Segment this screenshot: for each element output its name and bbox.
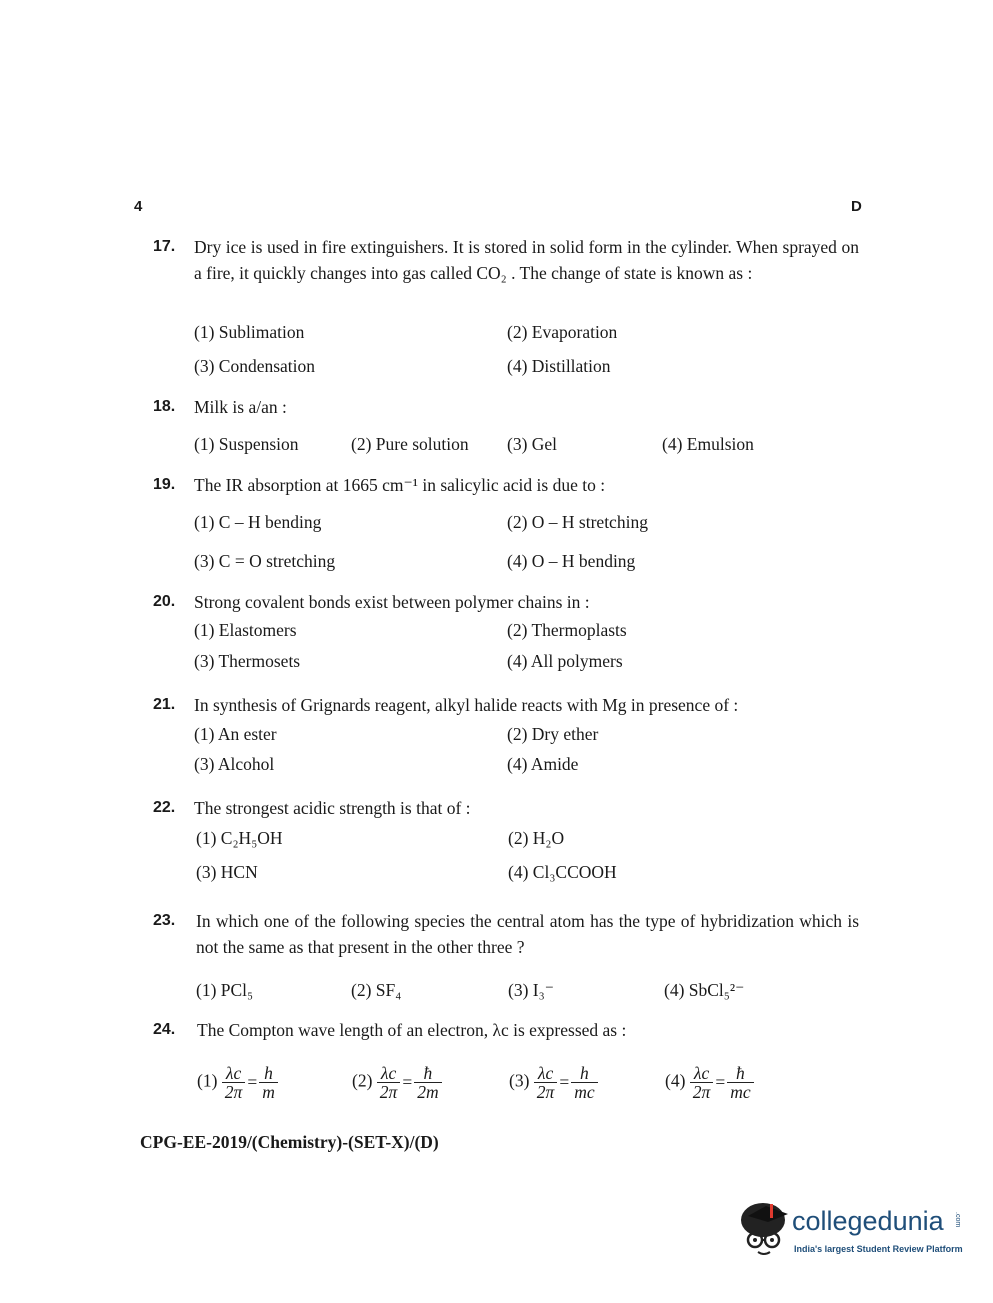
option-3: (3) HCN	[196, 862, 258, 882]
question-number: 19.	[153, 476, 176, 493]
question-number: 24.	[153, 1021, 176, 1038]
fraction-lhs: $\frac{\lambda c}{2\pi}$	[377, 1064, 401, 1101]
page-number: 4	[134, 198, 143, 215]
option-4: (4) $\frac{\lambda c}{2\pi}$ = $\frac{ħ}{mc}$	[665, 1064, 754, 1101]
question-text: In synthesis of Grignards reagent, alkyl halide reacts with Mg in presence of :	[194, 695, 739, 715]
fraction-rhs: $\frac{h}{mc}$	[571, 1064, 597, 1101]
question-text: In which one of the following species the central atom has the type of hybridization which is not the same as that present in the other three ?	[196, 911, 859, 957]
option-4: (4) Emulsion	[662, 434, 754, 454]
option-3: (3) Alcohol	[194, 754, 275, 774]
option-label: (1)	[197, 1070, 218, 1091]
question-number: 23.	[153, 912, 176, 929]
option-4: (4) O – H bending	[507, 551, 636, 571]
option-4: (4) SbCl₅²⁻	[664, 980, 745, 1000]
question-text: The IR absorption at 1665 cm⁻¹ in salicylic acid is due to :	[194, 475, 606, 495]
option-3: (3) Thermosets	[194, 651, 301, 671]
question-number: 21.	[153, 696, 176, 713]
option-2: (2) O – H stretching	[507, 512, 648, 532]
collegedunia-watermark	[736, 1198, 966, 1268]
brand-domain: .com	[954, 1212, 961, 1228]
fraction-lhs: $\frac{\lambda c}{2\pi}$	[534, 1064, 558, 1101]
option-3: (3) Gel	[507, 434, 558, 454]
mascot-icon	[736, 1198, 794, 1260]
option-label: (4)	[665, 1070, 686, 1091]
brand-tagline: India's largest Student Review Platform	[794, 1244, 963, 1254]
option-1: (1) C₂H₅OH	[196, 828, 283, 848]
fraction-lhs: $\frac{\lambda c}{2\pi}$	[690, 1064, 714, 1101]
question-text: The strongest acidic strength is that of :	[194, 798, 471, 818]
option-3: (3) $\frac{\lambda c}{2\pi}$ = $\frac{h}{mc}$	[509, 1064, 598, 1101]
option-4: (4) All polymers	[507, 651, 623, 671]
option-1: (1) $\frac{\lambda c}{2\pi}$ = $\frac{h}{m}$	[197, 1064, 278, 1101]
question-number: 18.	[153, 398, 176, 415]
option-1: (1) PCl₅	[196, 980, 254, 1000]
option-1: (1) Suspension	[194, 434, 299, 454]
option-3: (3) Condensation	[194, 356, 316, 376]
fraction-rhs: $\frac{ħ}{mc}$	[727, 1064, 753, 1101]
question-number: 20.	[153, 593, 176, 610]
option-3: (3) C = O stretching	[194, 551, 336, 571]
question-text: Dry ice is used in fire extinguishers. It is stored in solid form in the cylinder. When sprayed on a fire, it quickly changes into gas called CO₂ . The change of state is known as :	[194, 237, 859, 283]
paper-code: CPG-EE-2019/(Chemistry)-(SET-X)/(D)	[140, 1132, 439, 1152]
set-letter: D	[851, 198, 862, 215]
question-text: Milk is a/an :	[194, 397, 287, 417]
option-2: (2) Thermoplasts	[507, 620, 627, 640]
option-4: (4) Cl₃CCOOH	[508, 862, 617, 882]
option-3: (3) I₃⁻	[508, 980, 554, 1000]
option-2: (2) Dry ether	[507, 724, 599, 744]
option-1: (1) An ester	[194, 724, 277, 744]
option-1: (1) Elastomers	[194, 620, 297, 640]
option-1: (1) Sublimation	[194, 322, 305, 342]
option-4: (4) Distillation	[507, 356, 611, 376]
brand-name: collegedunia	[792, 1206, 944, 1236]
question-number: 22.	[153, 799, 176, 816]
option-2: (2) SF₄	[351, 980, 402, 1000]
option-2: (2) H₂O	[508, 828, 565, 848]
option-label: (2)	[352, 1070, 373, 1091]
fraction-rhs: $\frac{h}{m}$	[259, 1064, 278, 1101]
question-text: The Compton wave length of an electron, λc is expressed as :	[197, 1020, 627, 1040]
option-2: (2) Pure solution	[351, 434, 469, 454]
option-2: (2) $\frac{\lambda c}{2\pi}$ = $\frac{ħ}{2m}$	[352, 1064, 442, 1101]
fraction-lhs: $\frac{\lambda c}{2\pi}$	[222, 1064, 246, 1101]
fraction-rhs: $\frac{ħ}{2m}$	[414, 1064, 441, 1101]
option-2: (2) Evaporation	[507, 322, 618, 342]
question-text: Strong covalent bonds exist between polymer chains in :	[194, 592, 590, 612]
question-number: 17.	[153, 238, 176, 255]
option-4: (4) Amide	[507, 754, 579, 774]
option-label: (3)	[509, 1070, 530, 1091]
option-1: (1) C – H bending	[194, 512, 322, 532]
